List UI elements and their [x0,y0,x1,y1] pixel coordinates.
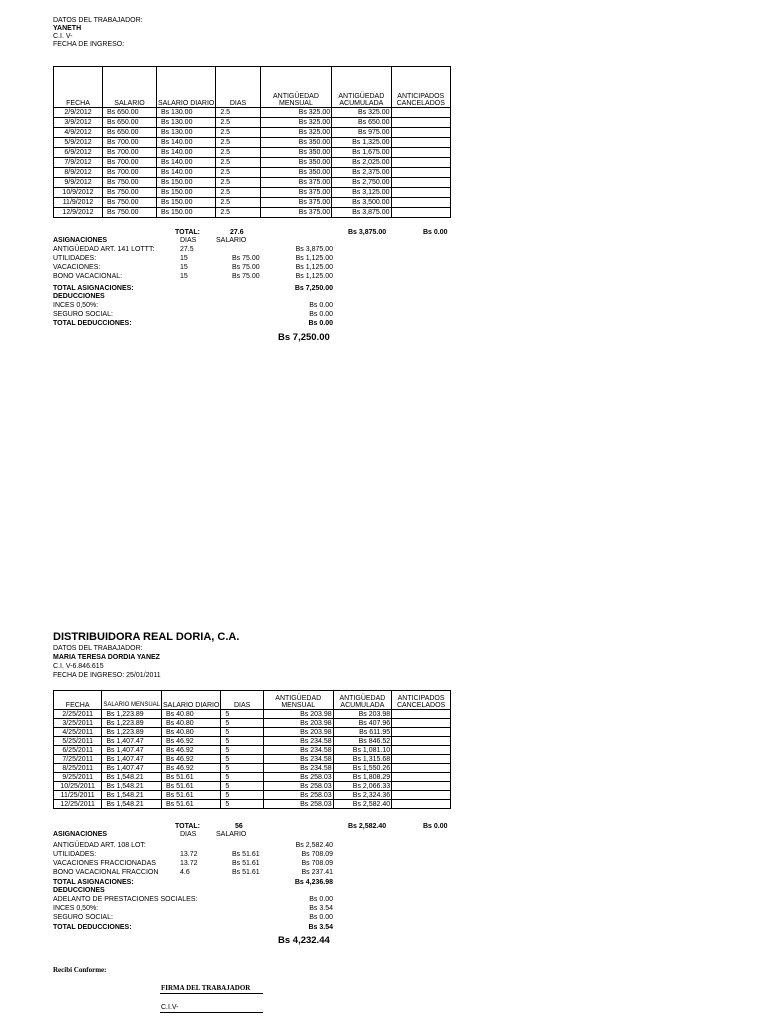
table-cell [392,728,451,737]
table-cell: Bs 650.00 [332,118,391,128]
table-cell: 2.5 [216,108,260,118]
doc1-fecha-ingreso: FECHA DE INGRESO: [53,41,125,48]
doc1-header-label: DATOS DEL TRABAJADOR: [53,17,143,24]
col-anticipados: ANTICIPADOS CANCELADOS [392,691,451,710]
table-row [54,108,451,118]
asignacion-label: UTILIDADES: [53,255,97,262]
table-row [54,118,451,128]
asignacion-dias: 15 [180,264,188,271]
table-cell: 6/9/2012 [54,148,103,158]
table-cell [392,764,451,773]
table-cell [391,208,451,218]
table-cell: 5 [221,737,263,746]
asignacion-monto: Bs 708.09 [301,860,333,867]
col-antiguedad-mensual: ANTIGÜEDAD MENSUAL [260,67,332,108]
table-cell: 5 [221,791,263,800]
table-row [54,198,451,208]
table-cell: Bs 750.00 [103,188,157,198]
table-cell: 5 [221,746,263,755]
doc2-total-asignaciones-label: TOTAL ASIGNACIONES: [53,879,134,886]
col-dias: DIAS [216,67,260,108]
asignacion-dias: 27.5 [180,246,194,253]
table-cell: Bs 1,548.21 [102,782,162,791]
doc2-company-name: DISTRIBUIDORA REAL DORIA, C.A. [53,631,240,643]
doc2-salary-table [53,690,451,809]
table-cell: 6/25/2011 [54,746,102,755]
table-cell: 7/9/2012 [54,158,103,168]
table-cell: Bs 975.00 [332,128,391,138]
table-cell: Bs 650.00 [103,118,157,128]
table-cell: Bs 140.00 [156,158,215,168]
deduccion-monto: Bs 0.00 [309,896,333,903]
table-cell [391,128,451,138]
table-cell: 7/25/2011 [54,755,102,764]
table-cell: 2.5 [216,158,260,168]
table-cell: 5 [221,800,263,809]
table-cell: Bs 325.00 [260,108,332,118]
table-cell: 2/9/2012 [54,108,103,118]
table-cell: 5 [221,719,263,728]
table-cell: Bs 51.61 [162,800,221,809]
asignacion-salario: Bs 75.00 [232,273,260,280]
table-cell: 5 [221,782,263,791]
table-cell [392,791,451,800]
table-row [54,800,451,809]
table-cell [391,168,451,178]
doc1-total-label: TOTAL: [175,229,201,236]
table-cell: Bs 375.00 [260,198,332,208]
table-cell [391,118,451,128]
table-cell: Bs 2,025.00 [332,158,391,168]
doc1-total-days: 27.6 [230,229,244,236]
doc2-col-salario: SALARIO [216,831,247,838]
table-cell [391,108,451,118]
table-cell: Bs 1,548.21 [102,800,162,809]
doc2-header-label: DATOS DEL TRABAJADOR: [53,645,143,652]
asignacion-monto: Bs 708.09 [301,851,333,858]
table-cell: 2.5 [216,178,260,188]
table-cell: Bs 234.58 [263,764,333,773]
asignacion-monto: Bs 3,875.00 [295,246,333,253]
table-row [54,728,451,737]
table-cell: Bs 2,066.33 [333,782,392,791]
col-salario-diario: SALARIO DIARIO [156,67,215,108]
table-cell: Bs 3,125.00 [332,188,391,198]
table-cell: Bs 846.52 [333,737,392,746]
col-antiguedad-acumulada: ANTIGÜEDAD ACUMULADA [332,67,391,108]
asignacion-salario: Bs 51.61 [232,869,260,876]
table-cell: Bs 140.00 [156,168,215,178]
table-cell: Bs 130.00 [156,118,215,128]
doc2-worker-ci: C.I. V-6.846.615 [53,663,104,670]
table-cell: Bs 2,582.40 [333,800,392,809]
table-row [54,710,451,719]
doc2-total-days: 56 [235,823,243,830]
col-antiguedad-mensual: ANTIGÜEDAD MENSUAL [263,691,333,710]
table-row [54,138,451,148]
table-cell: Bs 150.00 [156,178,215,188]
table-cell: Bs 46.92 [162,764,221,773]
deduccion-label: INCES 0,50%: [53,302,99,309]
doc1-total-acumulada: Bs 3,875.00 [348,229,387,236]
table-cell: Bs 1,407.47 [102,755,162,764]
table-cell: 8/25/2011 [54,764,102,773]
table-cell: Bs 1,675.00 [332,148,391,158]
table-cell: Bs 750.00 [103,208,157,218]
table-cell: Bs 350.00 [260,138,332,148]
table-row [54,128,451,138]
table-cell: Bs 234.58 [263,755,333,764]
table-cell [392,773,451,782]
table-cell: Bs 1,223.89 [102,728,162,737]
table-cell: Bs 203.98 [263,710,333,719]
col-salario: SALARIO [103,67,157,108]
asignacion-monto: Bs 1,125.00 [295,255,333,262]
doc2-total-acumulada: Bs 2,582.40 [348,823,387,830]
table-cell: 4/25/2011 [54,728,102,737]
doc2-total-deducciones-label: TOTAL DEDUCCIONES: [53,924,132,931]
table-cell: Bs 258.03 [263,773,333,782]
table-cell: Bs 130.00 [156,128,215,138]
doc1-worker-ci: C.I. V- [53,33,73,40]
asignacion-salario: Bs 51.61 [232,851,260,858]
doc2-total-label: TOTAL: [175,823,201,830]
doc1-total-deducciones-label: TOTAL DEDUCCIONES: [53,320,132,327]
table-cell: 5 [221,773,263,782]
doc2-fecha-ingreso: FECHA DE INGRESO: 25/01/2011 [53,672,161,679]
table-cell: Bs 325.00 [260,128,332,138]
table-cell: Bs 203.98 [263,719,333,728]
table-cell: Bs 51.61 [162,773,221,782]
table-row [54,719,451,728]
table-cell: Bs 51.61 [162,782,221,791]
table-cell [391,188,451,198]
doc1-deducciones-title: DEDUCCIONES [53,293,105,300]
recibi-conforme: Recibi Conforme: [53,966,107,974]
doc1-neto: Bs 7,250.00 [278,332,330,343]
col-fecha: FECHA [54,691,102,710]
asignacion-label: VACACIONES: [53,264,101,271]
table-cell: 5 [221,728,263,737]
table-cell: 2/25/2011 [54,710,102,719]
table-cell: Bs 51.61 [162,791,221,800]
table-cell: Bs 40.80 [162,728,221,737]
doc1-total-deducciones: Bs 0.00 [308,320,333,327]
table-cell: Bs 203.98 [333,710,392,719]
table-cell: Bs 203.98 [263,728,333,737]
col-salario-mensual: SALARIO MENSUAL [102,691,162,710]
table-cell: 2.5 [216,168,260,178]
table-row [54,746,451,755]
asignacion-monto: Bs 237.41 [301,869,333,876]
table-cell: Bs 350.00 [260,148,332,158]
table-cell: Bs 140.00 [156,138,215,148]
table-cell: Bs 130.00 [156,108,215,118]
table-cell: Bs 1,407.47 [102,764,162,773]
table-cell: Bs 234.58 [263,737,333,746]
doc2-neto: Bs 4,232.44 [278,935,330,946]
table-cell: 11/9/2012 [54,198,103,208]
doc1-total-asignaciones-label: TOTAL ASIGNACIONES: [53,285,134,292]
deduccion-monto: Bs 0.00 [309,302,333,309]
asignacion-monto: Bs 1,125.00 [295,264,333,271]
table-cell: Bs 2,750.00 [332,178,391,188]
asignacion-label: VACACIONES FRACCIONADAS [53,860,156,867]
asignacion-dias: 13.72 [180,860,198,867]
table-cell: Bs 1,315.68 [333,755,392,764]
table-cell: Bs 1,407.47 [102,746,162,755]
table-cell: Bs 2,324.36 [333,791,392,800]
table-cell: Bs 1,808.29 [333,773,392,782]
table-cell: Bs 3,875.00 [332,208,391,218]
doc1-asignaciones-title: ASIGNACIONES [53,237,108,244]
table-cell [392,755,451,764]
table-cell: Bs 46.92 [162,746,221,755]
table-cell: Bs 407.96 [333,719,392,728]
doc1-col-dias: DIAS [180,237,197,244]
table-cell: Bs 1,407.47 [102,737,162,746]
table-cell: 5 [221,764,263,773]
table-cell: 2.5 [216,118,260,128]
table-cell: Bs 750.00 [103,198,157,208]
table-cell: Bs 234.58 [263,746,333,755]
table-cell: Bs 700.00 [103,158,157,168]
table-cell: Bs 2,375.00 [332,168,391,178]
doc2-asignaciones-title: ASIGNACIONES [53,831,108,838]
table-cell: 2.5 [216,148,260,158]
table-row [54,773,451,782]
table-cell [392,782,451,791]
table-cell: Bs 700.00 [103,168,157,178]
table-cell: 5/25/2011 [54,737,102,746]
table-cell: 3/25/2011 [54,719,102,728]
table-cell: Bs 700.00 [103,138,157,148]
table-row [54,148,451,158]
doc1-salary-table [53,66,451,218]
table-cell: 12/25/2011 [54,800,102,809]
table-cell: 11/25/2011 [54,791,102,800]
asignacion-dias: 15 [180,255,188,262]
doc2-worker-name: MARIA TERESA DORDIA YANEZ [53,654,160,661]
table-cell: Bs 650.00 [103,108,157,118]
table-row [54,737,451,746]
table-cell: Bs 1,548.21 [102,773,162,782]
deduccion-monto: Bs 0.00 [309,914,333,921]
table-cell [392,800,451,809]
table-cell [391,148,451,158]
table-cell: Bs 140.00 [156,148,215,158]
table-cell [392,737,451,746]
table-cell [392,719,451,728]
civ-line [160,1012,263,1013]
asignacion-dias: 4.6 [180,869,190,876]
table-cell: Bs 3,500.00 [332,198,391,208]
doc2-table-header [54,691,451,710]
firma-line [160,993,263,994]
table-row [54,158,451,168]
table-cell: Bs 650.00 [103,128,157,138]
table-cell: Bs 350.00 [260,168,332,178]
firma-trabajador: FIRMA DEL TRABAJADOR [161,984,251,992]
table-cell: Bs 325.00 [332,108,391,118]
table-cell: 5 [221,710,263,719]
table-cell: 10/25/2011 [54,782,102,791]
table-row [54,782,451,791]
table-cell: 5 [221,755,263,764]
table-row [54,188,451,198]
table-cell: Bs 1,223.89 [102,719,162,728]
table-cell [391,198,451,208]
col-anticipados: ANTICIPADOS CANCELADOS [391,67,451,108]
table-row [54,791,451,800]
deduccion-monto: Bs 0.00 [309,311,333,318]
doc1-worker-name: YANETH [53,25,82,32]
table-cell: Bs 258.03 [263,800,333,809]
asignacion-salario: Bs 75.00 [232,264,260,271]
table-cell: 8/9/2012 [54,168,103,178]
asignacion-label: BONO VACACIONAL: [53,273,123,280]
col-dias: DIAS [221,691,263,710]
doc2-col-dias: DIAS [180,831,197,838]
asignacion-dias: 13.72 [180,851,198,858]
table-cell: Bs 750.00 [103,178,157,188]
table-cell: 2.5 [216,198,260,208]
table-cell: Bs 40.80 [162,719,221,728]
table-cell: Bs 40.80 [162,710,221,719]
table-cell [392,746,451,755]
deduccion-label: INCES 0,50%: [53,905,99,912]
table-cell: Bs 700.00 [103,148,157,158]
table-cell: Bs 1,548.21 [102,791,162,800]
asignacion-monto: Bs 1,125.00 [295,273,333,280]
civ-label: C.I.V- [161,1004,179,1011]
asignacion-salario: Bs 51.61 [232,860,260,867]
table-cell: Bs 350.00 [260,158,332,168]
table-cell: Bs 375.00 [260,188,332,198]
doc1-table-header [54,67,451,108]
asignacion-dias: 15 [180,273,188,280]
table-cell: Bs 1,550.26 [333,764,392,773]
asignacion-label: ANTIGÜEDAD ART. 141 LOTTT: [53,246,155,253]
table-cell [392,710,451,719]
doc1-total-asignaciones: Bs 7,250.00 [294,285,333,292]
table-cell [391,178,451,188]
col-antiguedad-acumulada: ANTIGÜEDAD ACUMULADA [333,691,392,710]
deduccion-monto: Bs 3.54 [309,905,333,912]
deduccion-label: ADELANTO DE PRESTACIONES SOCIALES: [53,896,198,903]
table-cell: Bs 375.00 [260,178,332,188]
table-row [54,178,451,188]
doc2-total-anticipados: Bs 0.00 [423,823,448,830]
table-cell: Bs 258.03 [263,782,333,791]
doc1-col-salario: SALARIO [216,237,247,244]
table-cell: 2.5 [216,128,260,138]
table-cell: 2.5 [216,138,260,148]
table-cell: Bs 1,081.10 [333,746,392,755]
doc2-total-asignaciones: Bs 4,236.98 [294,879,333,886]
table-cell: Bs 1,325.00 [332,138,391,148]
col-salario-diario: SALARIO DIARIO [162,691,221,710]
table-row [54,208,451,218]
table-cell: 4/9/2012 [54,128,103,138]
deduccion-label: SEGURO SOCIAL: [53,914,113,921]
col-fecha: FECHA [54,67,103,108]
table-cell: Bs 325.00 [260,118,332,128]
doc2-total-deducciones: Bs 3.54 [308,924,333,931]
table-cell: Bs 375.00 [260,208,332,218]
table-cell: 10/9/2012 [54,188,103,198]
table-cell: 3/9/2012 [54,118,103,128]
table-row [54,168,451,178]
asignacion-label: UTILIDADES: [53,851,97,858]
doc1-total-anticipados: Bs 0.00 [423,229,448,236]
asignacion-salario: Bs 75.00 [232,255,260,262]
table-cell: 2.5 [216,188,260,198]
table-cell: Bs 1,223.89 [102,710,162,719]
table-cell: 2.5 [216,208,260,218]
deduccion-label: SEGURO SOCIAL: [53,311,113,318]
table-cell: Bs 258.03 [263,791,333,800]
table-cell: Bs 46.92 [162,737,221,746]
asignacion-label: BONO VACACIONAL FRACCION [53,869,159,876]
table-cell: 9/9/2012 [54,178,103,188]
table-cell: 9/25/2011 [54,773,102,782]
table-cell: Bs 150.00 [156,198,215,208]
table-row [54,755,451,764]
table-cell: Bs 611.95 [333,728,392,737]
table-cell [391,138,451,148]
table-cell: 12/9/2012 [54,208,103,218]
table-row [54,764,451,773]
table-cell: 5/9/2012 [54,138,103,148]
table-cell: Bs 46.92 [162,755,221,764]
asignacion-monto: Bs 2,582.40 [295,842,333,849]
table-cell: Bs 150.00 [156,188,215,198]
table-cell: Bs 150.00 [156,208,215,218]
asignacion-label: ANTIGÜEDAD ART. 108 LOT: [53,842,146,849]
doc2-deducciones-title: DEDUCCIONES [53,887,105,894]
table-cell [391,158,451,168]
